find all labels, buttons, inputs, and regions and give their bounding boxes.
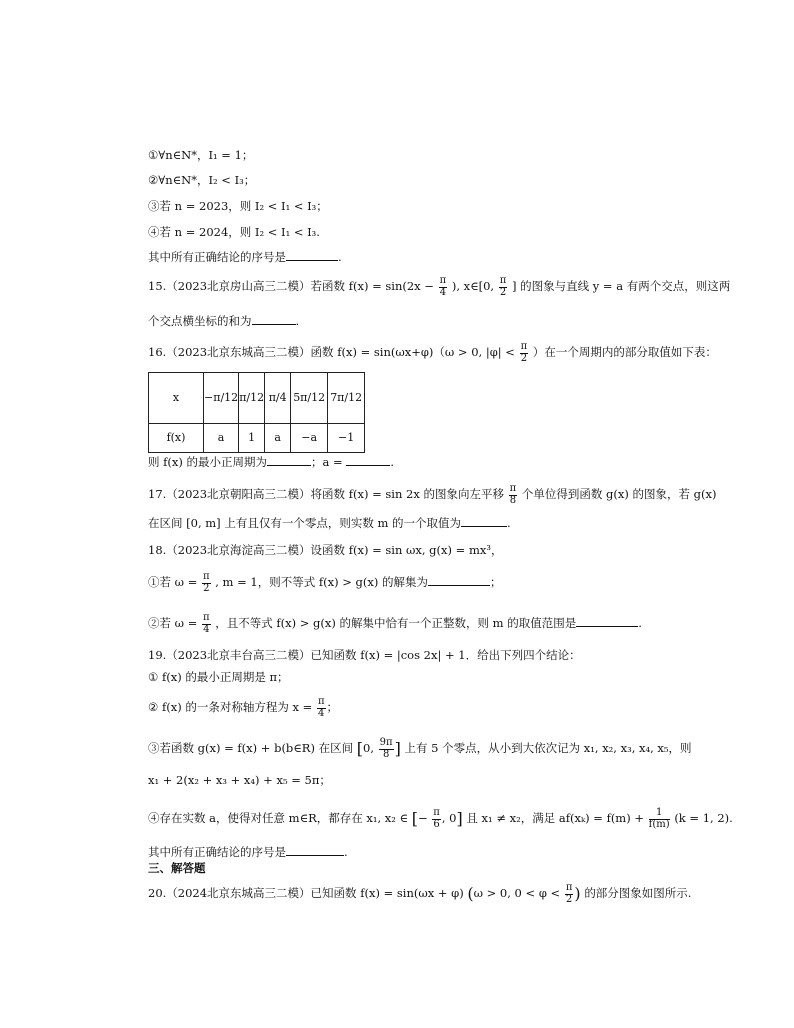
question-18-part2: ②若 ω = $\frac{\pi}{4}$ ，且不等式 f(x) > g(x) 的解集中恰有一个正整数，则 m 的取值范围是 . (148, 612, 642, 635)
conclusion-19-2: ② f(x) 的一条对称轴方程为 x = $\frac{\pi}{4}$ ； (148, 696, 339, 719)
value-table (148, 372, 365, 453)
fraction: $\frac{9\pi}{8}$ (379, 737, 393, 760)
fraction: $\frac{\pi}{4}$ (317, 696, 325, 719)
fraction: $\frac{\pi}{2}$ (565, 882, 573, 905)
question-17-cont: 在区间 [0, m] 上有且仅有一个零点，则实数 m 的一个取值为 . (148, 516, 511, 530)
table-cell: a (265, 424, 291, 453)
table-header-cell: x (149, 373, 204, 424)
table-cell: −a (291, 424, 328, 453)
answer-blank (252, 323, 296, 325)
conclusion-19-1: ① f(x) 的最小正周期是 π； (148, 670, 289, 684)
answer-blank (286, 259, 338, 261)
fraction: $\frac{\pi}{6}$ (433, 807, 440, 830)
table-header-cell: π/12 (239, 373, 265, 424)
fraction: $\frac{\pi}{2}$ (202, 571, 210, 594)
question-20: 20.（2024北京东城高三二模）已知函数 f(x) = sin(ωx + φ) (ω > 0, 0 < φ < $\frac{\pi}{2}$ ) 的部分图象如图所示. (148, 882, 692, 905)
fraction: $\frac{\pi}{2}$ (499, 275, 507, 298)
table-cell: 1 (239, 424, 265, 453)
table-header-cell: 7π/12 (328, 373, 365, 424)
table-header-cell: −π/12 (204, 373, 239, 424)
conclusion-19-3: ③若函数 g(x) = f(x) + b(b∈R) 在区间 [0, $\frac{9\pi}{8}$ ] 上有 5 个零点，从小到大依次记为 x₁, x₂, x₃, x₄, x₅，则 (148, 737, 692, 760)
question-16-answer: 则 f(x) 的最小正周期为 ；a = . (148, 455, 394, 469)
answer-blank (286, 854, 344, 856)
fraction: $\frac{\pi}{8}$ (509, 483, 517, 506)
table-row-label: f(x) (149, 424, 204, 453)
answer-blank (267, 464, 311, 466)
conclusion-19-4: ④存在实数 a，使得对任意 m∈R，都存在 x₁, x₂ ∈ [− $\frac{\pi}{6}$ , 0] 且 x₁ ≠ x₂，满足 af(xₖ) = f(m) + $\frac{1}{f(m)}$ (k = 1, 2). (148, 807, 733, 830)
fraction: $\frac{\pi}{2}$ (520, 341, 528, 364)
answer-blank (461, 525, 507, 527)
answer-blank (346, 464, 390, 466)
conclusion-2: ②∀n∈N*，I₂ < I₃； (148, 173, 256, 187)
answer-blank (576, 625, 638, 627)
table-cell: −1 (328, 424, 365, 453)
conclusion-4: ④若 n = 2024，则 I₂ < I₁ < I₃. (148, 225, 320, 239)
fraction: $\frac{\pi}{4}$ (202, 612, 210, 635)
question-17: 17.（2023北京朝阳高三二模）将函数 f(x) = sin 2x 的图象向左平移 $\frac{\pi}{8}$ 个单位得到函数 g(x) 的图象，若 g(x) (148, 483, 717, 506)
question-15-cont: 个交点横坐标的和为 . (148, 314, 300, 328)
answer-prompt-19: 其中所有正确结论的序号是 . (148, 845, 348, 859)
question-16: 16.（2023北京东城高三二模）函数 f(x) = sin(ωx+φ)（ω > 0, |φ| < $\frac{\pi}{2}$ ）在一个周期内的部分取值如下表： (148, 341, 717, 364)
fraction: $\frac{1}{f(m)}$ (648, 807, 670, 830)
table-header-cell: π/4 (265, 373, 291, 424)
section-heading: 三、解答题 (148, 861, 206, 875)
answer-blank (428, 584, 490, 586)
table-header-cell: 5π/12 (291, 373, 328, 424)
table-cell: a (204, 424, 239, 453)
conclusion-3: ③若 n = 2023，则 I₂ < I₁ < I₃； (148, 199, 328, 213)
conclusion-19-3-cont: x₁ + 2(x₂ + x₃ + x₄) + x₅ = 5π； (148, 773, 331, 787)
question-18-part1: ①若 ω = $\frac{\pi}{2}$ , m = 1，则不等式 f(x) > g(x) 的解集为 ； (148, 571, 502, 594)
question-18: 18.（2023北京海淀高三二模）设函数 f(x) = sin ωx, g(x) = mx³， (148, 543, 503, 557)
question-19: 19.（2023北京丰台高三二模）已知函数 f(x) = |cos 2x| + 1．给出下列四个结论： (148, 648, 581, 662)
fraction: $\frac{\pi}{4}$ (439, 275, 447, 298)
answer-prompt: 其中所有正确结论的序号是 . (148, 250, 342, 264)
conclusion-1: ①∀n∈N*，I₁ = 1； (148, 148, 254, 162)
question-15: 15.（2023北京房山高三二模）若函数 f(x) = sin(2x − $\frac{\pi}{4}$ ), x∈[0, $\frac{\pi}{2}$ ] 的图象与直线 y = a 有两个交点，则这两 (148, 275, 731, 298)
